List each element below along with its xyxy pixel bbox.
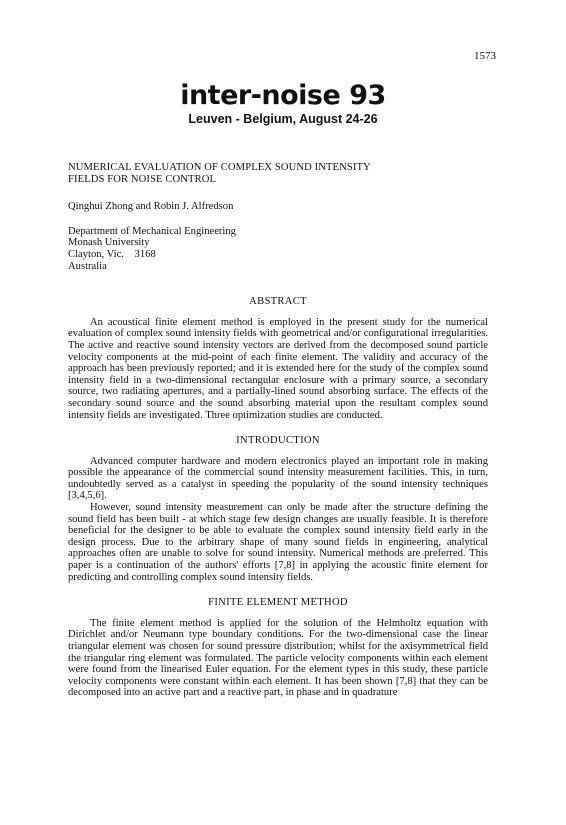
- body-paragraph: Advanced computer hardware and modern electronics played an important role in making possible the appearance of the commercial sound intensity measurement facilities. This, in turn, undoubtedly served as a catalyst in speeding the popularity of the sound intensity techniques [3,4,5,6].: [68, 455, 488, 502]
- affiliation-line: Clayton, Vic. 3168: [68, 248, 156, 260]
- paper-title-line: FIELDS FOR NOISE CONTROL: [68, 173, 217, 185]
- affiliation-line: Australia: [68, 260, 107, 272]
- section-finite-element-method: [68, 597, 488, 699]
- paper-authors: Qinghui Zhong and Robin J. Alfredson: [68, 201, 234, 213]
- section-heading: ABSTRACT: [249, 296, 307, 308]
- body-paragraph: However, sound intensity measurement can only be made after the structure defining the sound field has been built - at which stage few design changes are usually feasible. It is therefore beneficial for the designer to be able to evaluate the complex sound intensity field early in the design process. Due to the arbitrary shape of many sound fields in engineering, analytical approaches often are unable to solve for sound intensity. Numerical methods are preferred. This paper is a continuation of the authors' efforts [7,8] in applying the acoustic finite element for predicting and controlling complex sound intensity fields.: [68, 502, 488, 583]
- abstract-paragraph: An acoustical finite element method is employed in the present study for the numerical evaluation of complex sound intensity fields with geometrical and/or configurational irregularities. The active and reactive sound intensity vectors are derived from the decomposed sound particle velocity components at the mid-point of each finite element. The validity and accuracy of the approach has been previously reported; and it is extended here for the study of the complex sound intensity field in a two-dimensional rectangular enclosure with a primary source, a secondary source, two radiating apertures, and a partially-lined sound absorbing surface. The effects of the secondary sound source and the sound absorbing material upon the resultant complex sound intensity fields are investigated. Three optimization studies are conducted.: [68, 316, 488, 421]
- paper-title-line: NUMERICAL EVALUATION OF COMPLEX SOUND INTENSITY: [68, 162, 371, 173]
- conference-masthead: [0, 82, 566, 126]
- conference-name: inter-noise 93: [180, 80, 386, 111]
- author-affiliation: [68, 226, 488, 272]
- affiliation-line: Department of Mechanical Engineering: [68, 225, 236, 237]
- section-heading: INTRODUCTION: [236, 435, 320, 447]
- conference-place: Leuven - Belgium, August 24-26: [188, 112, 378, 126]
- paper-title: [68, 162, 488, 185]
- affiliation-line: Monash University: [68, 237, 150, 249]
- section-introduction: [68, 435, 488, 583]
- body-paragraph: The finite element method is applied for the solution of the Helmholtz equation with Dirichlet and/or Neumann type boundary conditions. For the two-dimensional case the linear triangular element was chosen for sound pressure distribution; whilst for the axisymmetrical field the triangular ring element was formulated. The particle velocity components within each element were found from the linearised Euler equation. For the element types in this study, these particle velocity components were constant within each element. It has been shown [7,8] that they can be decomposed into an active part and a reactive part, in phase and in quadrature: [68, 617, 488, 699]
- section-heading: FINITE ELEMENT METHOD: [208, 597, 348, 609]
- page-number: 1573: [474, 50, 496, 62]
- section-abstract: [68, 296, 488, 421]
- paper-content: [68, 162, 488, 699]
